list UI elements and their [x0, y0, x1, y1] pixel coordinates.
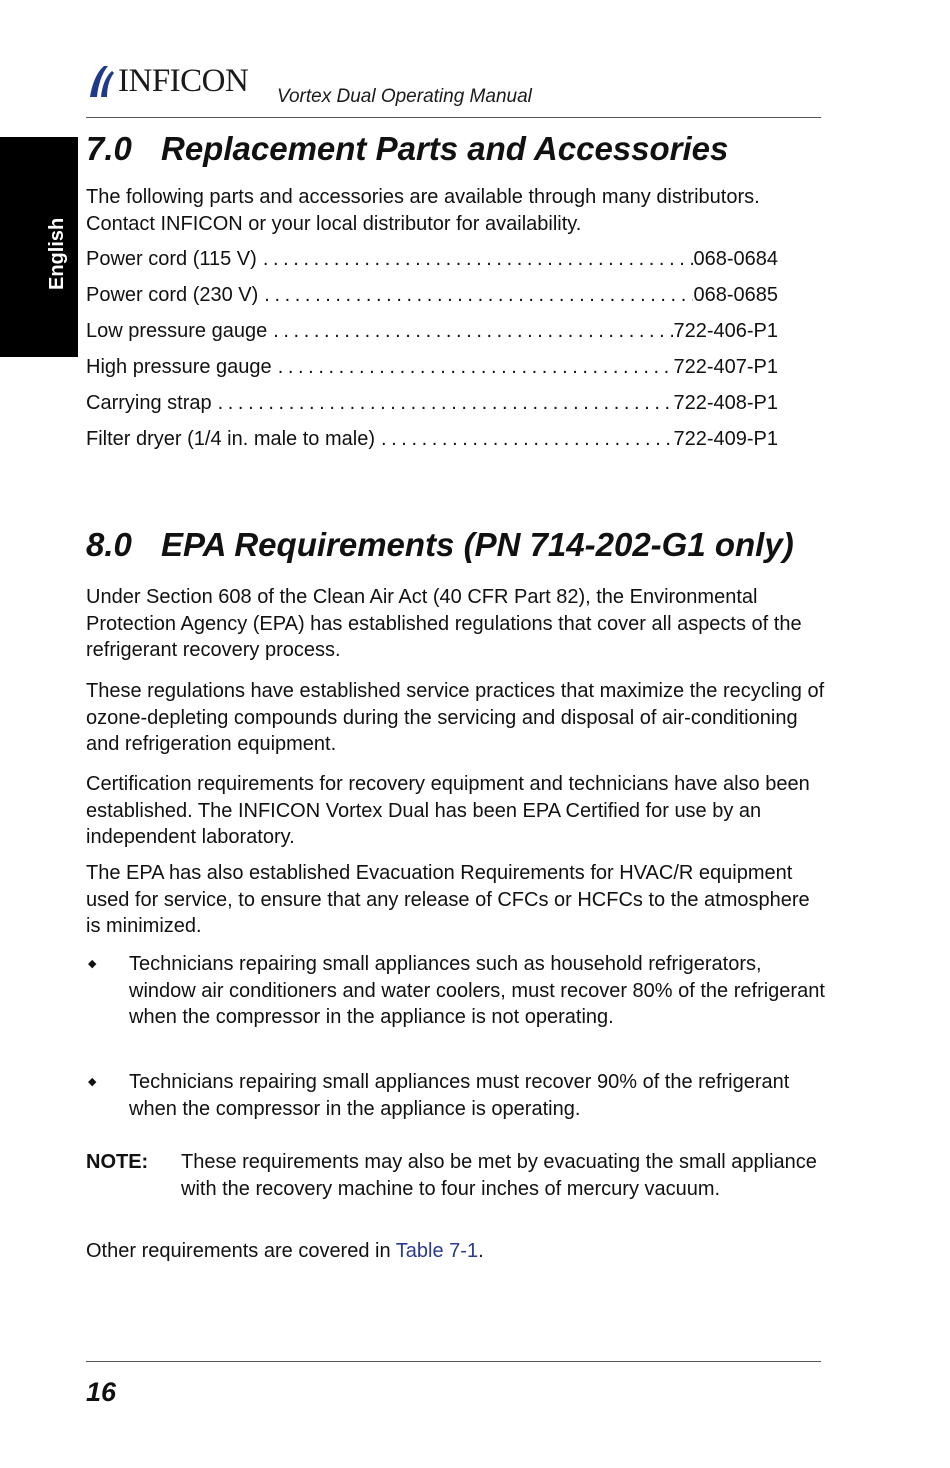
parts-list-item [86, 246, 778, 282]
closing-text: Other requirements are covered in [86, 1240, 396, 1262]
part-name: Low pressure gauge [86, 320, 268, 342]
dot-leader [272, 354, 674, 380]
language-tab-label: English [46, 217, 68, 290]
closing-period: . [478, 1240, 484, 1262]
bullet-text: Technicians repairing small appliances such as household refrigerators, window air conditioners and water coolers, must recover 80% of the refrigerant when the compressor in the appliance is not operating. [129, 953, 825, 1028]
part-number: 068-0684 [693, 248, 778, 270]
inficon-logo [86, 63, 248, 99]
dot-leader [267, 318, 673, 344]
part-name: Power cord (115 V) [86, 248, 257, 270]
note-label: NOTE: [86, 1151, 149, 1173]
section-8-heading [86, 526, 794, 564]
inficon-logo-mark-icon [86, 63, 116, 99]
note-text: These requirements may also be met by evacuating the small appliance with the recovery machine to four inches of mercury vacuum. [181, 1151, 817, 1200]
paragraph: Under Section 608 of the Clean Air Act (40 CFR Part 82), the Environmental Protection Agency (EPA) has established regulations that cover all aspects of the refrigerant recovery process. [86, 586, 802, 661]
part-name: Filter dryer (1/4 in. male to male) [86, 428, 375, 450]
diamond-bullet-icon: ◆ [88, 958, 97, 970]
section-7-number: 7.0 [86, 130, 132, 167]
diamond-bullet-icon: ◆ [88, 1076, 97, 1088]
section-7-intro: The following parts and accessories are available through many distributors. Contact INFICON or your local distributor for availability. [86, 186, 760, 235]
part-number: 722-408-P1 [673, 392, 778, 414]
part-number: 722-406-P1 [673, 320, 778, 342]
parts-list-item [86, 426, 778, 462]
part-name: Power cord (230 V) [86, 284, 259, 306]
paragraph: Certification requirements for recovery equipment and technicians have also been established. The INFICON Vortex Dual has been EPA Certified for use by an independent laboratory. [86, 773, 810, 848]
section-8-number: 8.0 [86, 526, 132, 563]
bullet-item [86, 1069, 826, 1122]
footer-divider [86, 1361, 821, 1362]
parts-list-item [86, 354, 778, 390]
part-name: Carrying strap [86, 392, 212, 414]
dot-leader [375, 426, 673, 452]
table-7-1-link[interactable]: Table 7-1 [395, 1240, 479, 1262]
paragraph: These regulations have established service practices that maximize the recycling of ozone-depleting compounds during the servicing and disposal of air-conditioning and refrigeration equipment. [86, 680, 825, 755]
part-number: 722-407-P1 [673, 356, 778, 378]
manual-title: Vortex Dual Operating Manual [277, 86, 532, 107]
dot-leader [212, 390, 674, 416]
page-number: 16 [86, 1377, 117, 1407]
bullet-item [86, 951, 826, 1031]
parts-list-item [86, 282, 778, 318]
closing-paragraph [86, 1238, 826, 1265]
section-8-title: EPA Requirements (PN 714-202-G1 only) [161, 526, 794, 563]
bullet-text: Technicians repairing small appliances must recover 90% of the refrigerant when the compressor in the appliance is operating. [129, 1071, 790, 1120]
parts-list [86, 246, 778, 462]
note-block [86, 1149, 826, 1202]
part-number: 068-0685 [693, 284, 778, 306]
paragraph: The EPA has also established Evacuation Requirements for HVAC/R equipment used for service, to ensure that any release of CFCs or HCFCs to the atmosphere is minimized. [86, 862, 810, 937]
parts-list-item [86, 390, 778, 426]
logo-wordmark: INFICON [118, 63, 249, 99]
part-number: 722-409-P1 [673, 428, 778, 450]
header-divider [86, 117, 821, 118]
section-7-heading [86, 130, 728, 168]
parts-list-item [86, 318, 778, 354]
part-name: High pressure gauge [86, 356, 272, 378]
section-7-title: Replacement Parts and Accessories [161, 130, 729, 167]
dot-leader [258, 282, 693, 308]
dot-leader [257, 246, 694, 272]
